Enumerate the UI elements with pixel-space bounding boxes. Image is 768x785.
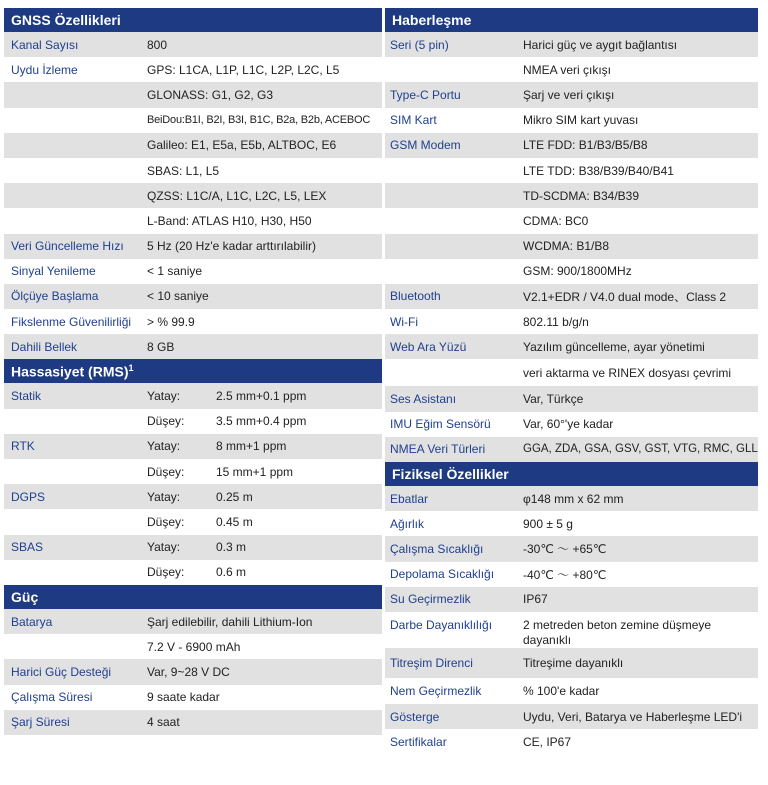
spec-row: [4, 685, 382, 710]
spec-label: Şarj Süresi: [11, 715, 70, 730]
section-header-power: [4, 585, 382, 609]
spec-value: 15 mm+1 ppm: [216, 464, 294, 479]
section-title: Güç: [11, 588, 39, 605]
spec-value: LTE TDD: B38/B39/B40/B41: [523, 163, 674, 178]
section-title: Haberleşme: [392, 12, 472, 28]
spec-row: [4, 108, 382, 133]
spec-axis: Düşey:: [147, 565, 185, 580]
spec-label: Titreşim Direnci: [390, 655, 473, 670]
spec-value: NMEA veri çıkışı: [523, 62, 612, 77]
section-header-comm: [385, 8, 758, 32]
spec-value: GLONASS: G1, G2, G3: [147, 87, 274, 102]
spec-row: [385, 259, 758, 284]
spec-value: 9 saate kadar: [147, 690, 220, 705]
spec-value: Var, 9~28 V DC: [147, 664, 230, 679]
spec-value: TD-SCDMA: B34/B39: [523, 188, 640, 203]
spec-value: 0.25 m: [216, 489, 253, 504]
spec-row: [385, 437, 758, 462]
spec-value: Galileo: E1, E5a, E5b, ALTBOC, E6: [147, 138, 337, 153]
spec-row: [4, 183, 382, 208]
spec-row: [4, 560, 382, 585]
spec-row: [4, 82, 382, 107]
spec-row: [4, 57, 382, 82]
spec-value: GGA, ZDA, GSA, GSV, GST, VTG, RMC, GLL: [523, 443, 758, 456]
spec-axis: Yatay:: [147, 489, 181, 504]
spec-row: [4, 659, 382, 684]
spec-row: [4, 158, 382, 183]
spec-row: [385, 486, 758, 511]
spec-label: Depolama Sıcaklığı: [390, 567, 495, 582]
section-header-accuracy: [4, 359, 382, 383]
spec-row: [385, 133, 758, 158]
spec-label: Ses Asistanı: [390, 392, 457, 407]
spec-value: 8 mm+1 ppm: [216, 439, 287, 454]
spec-label: Veri Güncelleme Hızı: [11, 239, 124, 254]
spec-row: [385, 511, 758, 536]
spec-label: Çalışma Süresi: [11, 690, 93, 705]
spec-axis: Yatay:: [147, 439, 181, 454]
spec-label: Kanal Sayısı: [11, 37, 79, 52]
spec-row: [4, 383, 382, 408]
spec-value: -30℃ ～ +65℃: [523, 542, 607, 557]
spec-row: [385, 648, 758, 678]
spec-label: Harici Güç Desteği: [11, 664, 112, 679]
footnote-marker: 1: [128, 363, 134, 374]
section-title: Fiziksel Özellikler: [392, 466, 509, 482]
spec-row: [4, 259, 382, 284]
spec-value: LTE FDD: B1/B3/B5/B8: [523, 138, 648, 153]
spec-value: IP67: [523, 592, 548, 607]
spec-value: V2.1+EDR / V4.0 dual mode、Class 2: [523, 289, 727, 304]
left-column: [4, 8, 382, 760]
spec-label: SIM Kart: [390, 113, 437, 128]
spec-axis: Yatay:: [147, 540, 181, 555]
spec-axis: Düşey:: [147, 464, 185, 479]
spec-row: [385, 108, 758, 133]
spec-value: QZSS: L1C/A, L1C, L2C, L5, LEX: [147, 188, 327, 203]
spec-value: 0.6 m: [216, 565, 247, 580]
spec-value: φ148 mm x 62 mm: [523, 491, 624, 506]
spec-row: [385, 158, 758, 183]
spec-row: [4, 234, 382, 259]
spec-row: [4, 634, 382, 659]
spec-row: [4, 434, 382, 459]
spec-label: Dahili Bellek: [11, 339, 78, 354]
spec-label: Batarya: [11, 614, 53, 629]
spec-row: [385, 82, 758, 107]
spec-row: [4, 133, 382, 158]
spec-row: [385, 334, 758, 359]
spec-row: [4, 484, 382, 509]
spec-axis: Düşey:: [147, 514, 185, 529]
spec-row: [4, 208, 382, 233]
spec-value: 800: [147, 37, 168, 52]
spec-value: 0.45 m: [216, 514, 253, 529]
spec-label: Web Ara Yüzü: [390, 339, 467, 354]
right-column: [385, 8, 758, 754]
spec-value: WCDMA: B1/B8: [523, 239, 610, 254]
section-header-gnss: [4, 8, 382, 32]
spec-value: Var, Türkçe: [523, 392, 584, 407]
section-title-text: Hassasiyet (RMS): [11, 363, 129, 380]
spec-row: [385, 183, 758, 208]
spec-label: Su Geçirmezlik: [390, 592, 471, 607]
spec-row: [385, 704, 758, 729]
spec-label: Nem Geçirmezlik: [390, 683, 482, 698]
spec-row: [4, 334, 382, 359]
spec-row: [4, 284, 382, 309]
spec-value: 4 saat: [147, 715, 180, 730]
spec-label: Ölçüye Başlama: [11, 289, 99, 304]
spec-row: [4, 509, 382, 534]
spec-value: GSM: 900/1800MHz: [523, 264, 632, 279]
spec-label: Wi-Fi: [390, 314, 418, 329]
spec-row: [4, 309, 382, 334]
spec-value: % 100'e kadar: [523, 683, 600, 698]
spec-value: 0.3 m: [216, 540, 247, 555]
spec-value: < 1 saniye: [147, 264, 203, 279]
spec-value: 5 Hz (20 Hz'e kadar arttırılabilir): [147, 239, 317, 254]
spec-value: Var, 60°'ye kadar: [523, 417, 614, 432]
spec-label: DGPS: [11, 489, 46, 504]
spec-label: Fikslenme Güvenilirliği: [11, 314, 132, 329]
spec-row: [4, 535, 382, 560]
spec-row: [4, 609, 382, 634]
spec-row: [385, 536, 758, 561]
spec-value: 8 GB: [147, 339, 175, 354]
spec-label: Darbe Dayanıklılığı: [390, 617, 493, 632]
spec-value: Şarj ve veri çıkışı: [523, 87, 615, 102]
spec-value: Mikro SIM kart yuvası: [523, 113, 639, 128]
section-title: GNSS Özellikleri: [11, 12, 121, 28]
spec-row: [385, 562, 758, 587]
spec-label: Type-C Portu: [390, 87, 461, 102]
spec-value: BeiDou:B1I, B2I, B3I, B1C, B2a, B2b, ACEBOC: [147, 114, 371, 127]
spec-value: L-Band: ATLAS H10, H30, H50: [147, 213, 312, 228]
spec-row: [385, 678, 758, 704]
spec-row: [385, 309, 758, 334]
spec-row: [4, 459, 382, 484]
spec-value: CE, IP67: [523, 734, 572, 749]
spec-row: [385, 412, 758, 437]
spec-value: SBAS: L1, L5: [147, 163, 220, 178]
spec-axis: Düşey:: [147, 414, 185, 429]
spec-value: CDMA: BC0: [523, 213, 589, 228]
spec-label: Sertifikalar: [390, 734, 447, 749]
spec-value: veri aktarma ve RINEX dosyası çevrimi: [523, 365, 732, 380]
section-header-physical: [385, 462, 758, 486]
spec-value: 2 metreden beton zemine düşmeye dayanıklı: [523, 617, 712, 647]
spec-label: Ebatlar: [390, 491, 429, 506]
spec-row: [385, 284, 758, 309]
spec-label: Çalışma Sıcaklığı: [390, 541, 484, 556]
spec-row: [385, 359, 758, 386]
spec-value: Uydu, Veri, Batarya ve Haberleşme LED'i: [523, 709, 743, 724]
spec-row: [385, 208, 758, 233]
spec-row: [385, 57, 758, 82]
spec-value: 7.2 V - 6900 mAh: [147, 639, 241, 654]
spec-row: [385, 234, 758, 259]
spec-row: [385, 32, 758, 57]
spec-value: 2.5 mm+0.1 ppm: [216, 389, 307, 404]
spec-row: [385, 612, 758, 648]
spec-label: Seri (5 pin): [390, 37, 449, 52]
spec-label: Gösterge: [390, 709, 440, 724]
spec-value: 802.11 b/g/n: [523, 314, 589, 329]
spec-label: Ağırlık: [390, 516, 425, 531]
spec-label: Statik: [11, 389, 42, 404]
spec-label: SBAS: [11, 540, 44, 555]
spec-row: [385, 587, 758, 612]
spec-axis: Yatay:: [147, 389, 181, 404]
spec-row-empty: [4, 735, 382, 760]
spec-label: Sinyal Yenileme: [11, 264, 96, 279]
spec-label: Uydu İzleme: [11, 62, 78, 77]
spec-value: 900 ± 5 g: [523, 516, 573, 531]
spec-value: < 10 saniye: [147, 289, 209, 304]
spec-row: [385, 386, 758, 411]
section-title: [4, 363, 134, 380]
spec-row: [4, 32, 382, 57]
spec-label: RTK: [11, 439, 35, 454]
spec-label: NMEA Veri Türleri: [390, 442, 486, 457]
spec-row: [4, 409, 382, 434]
spec-label: IMU Eğim Sensörü: [390, 417, 491, 432]
spec-value: Şarj edilebilir, dahili Lithium-Ion: [147, 614, 313, 629]
spec-value: GPS: L1CA, L1P, L1C, L2P, L2C, L5: [147, 62, 340, 77]
spec-label: GSM Modem: [390, 138, 461, 153]
spec-label: Bluetooth: [390, 289, 441, 304]
spec-value: -40℃ ～ +80℃: [523, 567, 607, 582]
spec-value: 3.5 mm+0.4 ppm: [216, 414, 307, 429]
spec-value: Titreşime dayanıklı: [523, 655, 624, 670]
spec-row: [4, 710, 382, 735]
spec-value: > % 99.9: [147, 314, 195, 329]
spec-value: Yazılım güncelleme, ayar yönetimi: [523, 339, 705, 354]
spec-row: [385, 729, 758, 754]
spec-value: Harici güç ve aygıt bağlantısı: [523, 37, 678, 52]
